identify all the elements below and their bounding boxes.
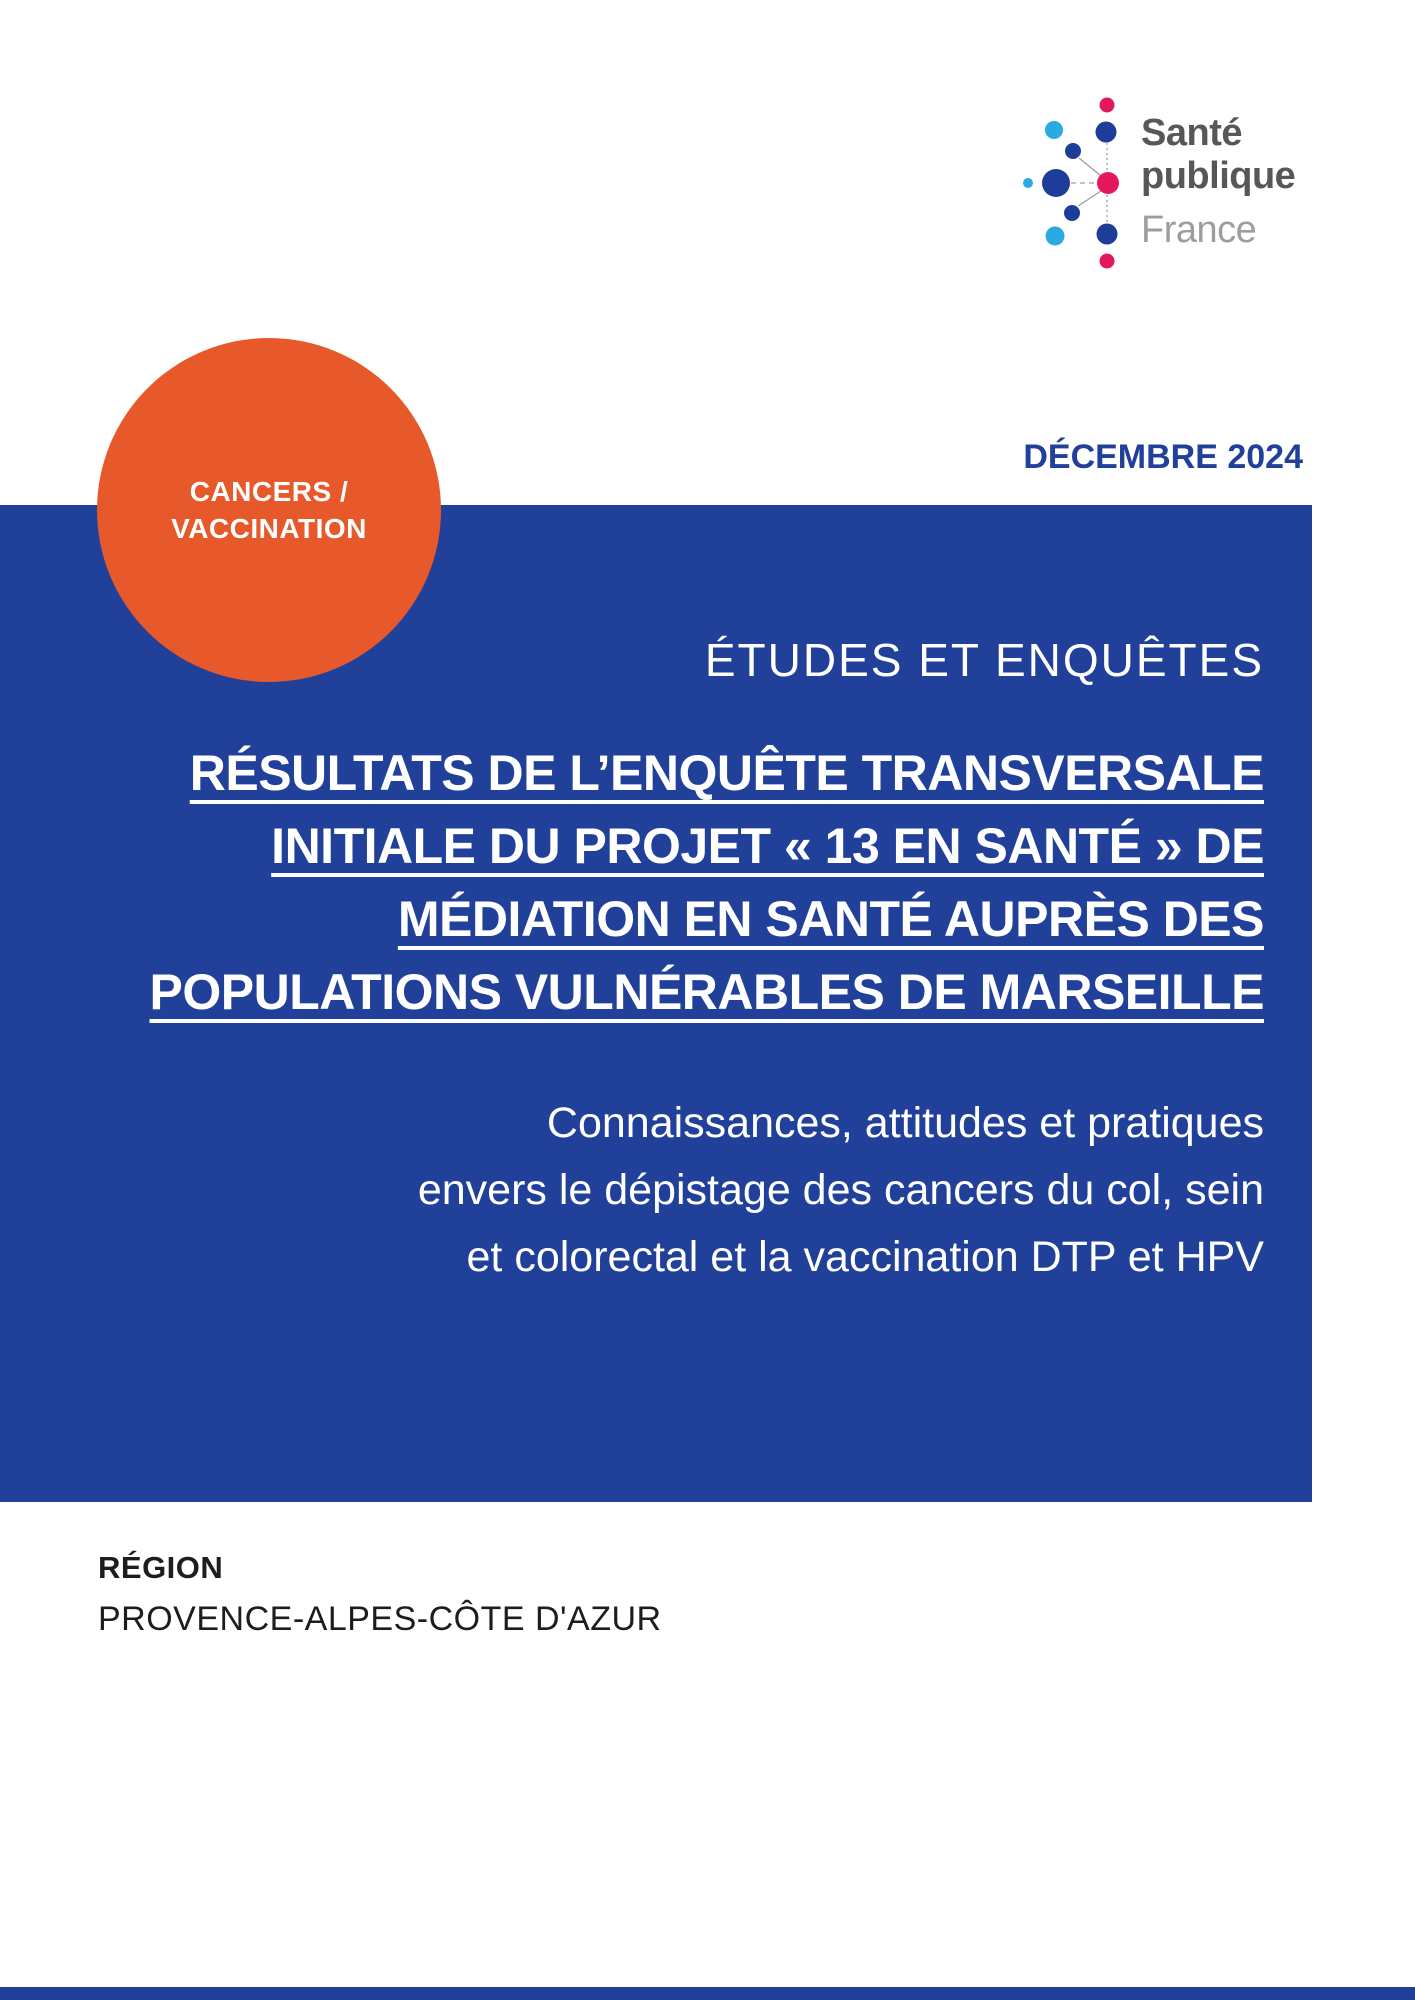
- title-line-4: [150, 956, 1264, 1029]
- title-line-1: [150, 737, 1264, 810]
- title-line-2: [150, 810, 1264, 883]
- logo-word-publique: publique: [1141, 155, 1296, 197]
- spf-logo-dots-icon: [1005, 62, 1130, 277]
- title-line-3-text: MÉDIATION EN SANTÉ AUPRÈS DES: [397, 891, 1264, 947]
- title-line-1-text: RÉSULTATS DE L’ENQUÊTE TRANSVERSALE: [189, 745, 1264, 801]
- topic-badge-line1: CANCERS /: [189, 476, 349, 507]
- logo-word-sante: Santé: [1141, 112, 1242, 154]
- topic-badge-line2: VACCINATION: [171, 513, 367, 544]
- region-label: RÉGION: [98, 1550, 224, 1585]
- spf-logo-wordmark: [1141, 112, 1295, 252]
- publication-date: DÉCEMBRE 2024: [1023, 438, 1303, 476]
- logo-word-france: France: [1141, 209, 1257, 251]
- title-line-2-text: INITIALE DU PROJET « 13 EN SANTÉ » DE: [271, 818, 1264, 874]
- region-value: PROVENCE-ALPES-CÔTE D'AZUR: [98, 1600, 662, 1638]
- topic-badge-circle: [97, 338, 441, 682]
- region-section: [98, 1550, 662, 1639]
- report-subtitle: [418, 1090, 1264, 1291]
- title-line-4-text: POPULATIONS VULNÉRABLES DE MARSEILLE: [149, 964, 1264, 1020]
- subtitle-line-2: envers le dépistage des cancers du col, sein: [417, 1166, 1264, 1214]
- subtitle-line-1: Connaissances, attitudes et pratiques: [546, 1099, 1264, 1147]
- subtitle-line-3: et colorectal et la vaccination DTP et HPV: [466, 1233, 1264, 1281]
- title-line-3: [150, 883, 1264, 956]
- footer-accent-bar: [0, 1987, 1415, 2000]
- collection-label: ÉTUDES ET ENQUÊTES: [704, 634, 1264, 686]
- report-title: [150, 737, 1264, 1029]
